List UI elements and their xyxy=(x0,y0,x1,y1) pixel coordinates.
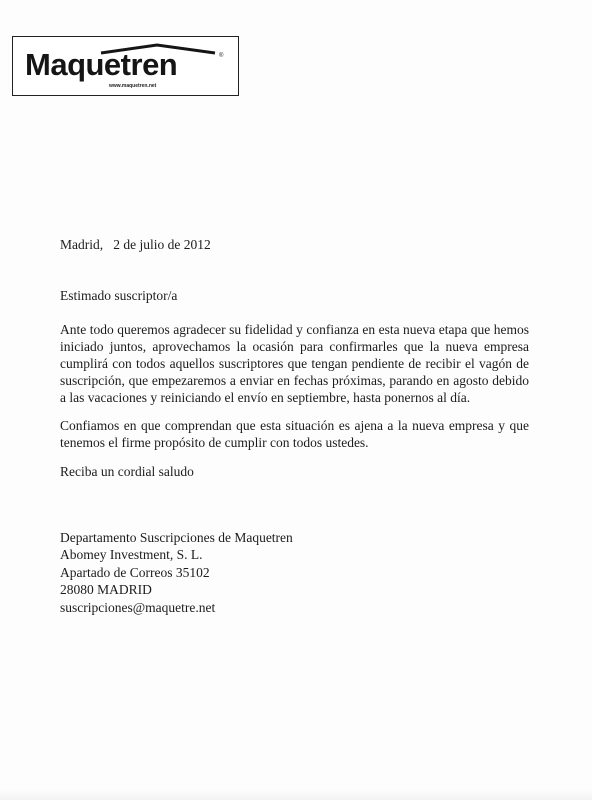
scan-edge xyxy=(0,790,592,800)
signature-postal-city: 28080 MADRID xyxy=(60,582,152,598)
letter-paragraph-1: Ante todo queremos agradecer su fidelidad y confianza en esta nueva etapa que hemos iniciado juntos, aprovechamos la ocasión para confirmarles que la nueva empresa cumplirá con todos aquellos suscriptores que tengan pendiente de recibir el vagón de suscripción, que empezaremos a enviar en fechas próximas, parando en agosto debido a las vacaciones y reiniciando el envío en septiembre, hasta ponernos al día. xyxy=(60,322,529,405)
signature-email[interactable]: suscripciones@maquetre.net xyxy=(60,599,216,615)
signature-po-box: Apartado de Correos 35102 xyxy=(60,564,210,580)
letter-date: Madrid, 2 de julio de 2012 xyxy=(60,237,211,252)
logo-registered-mark: ® xyxy=(219,53,224,59)
letter-greeting: Estimado suscriptor/a xyxy=(60,288,178,303)
signature-block xyxy=(60,529,293,616)
signature-company: Abomey Investment, S. L. xyxy=(60,547,203,563)
logo-wordmark: Maquetren xyxy=(25,47,178,82)
letter-paragraph-2: Confiamos en que comprendan que esta situación es ajena a la nueva empresa y que tenemos el firme propósito de cumplir con todos ustedes. xyxy=(60,418,529,450)
signature-department: Departamento Suscripciones de Maquetren xyxy=(60,530,293,545)
letter-closing: Reciba un cordial saludo xyxy=(60,464,194,479)
logo-url: www.maquetren.net xyxy=(109,83,157,89)
logo-box xyxy=(12,36,239,96)
